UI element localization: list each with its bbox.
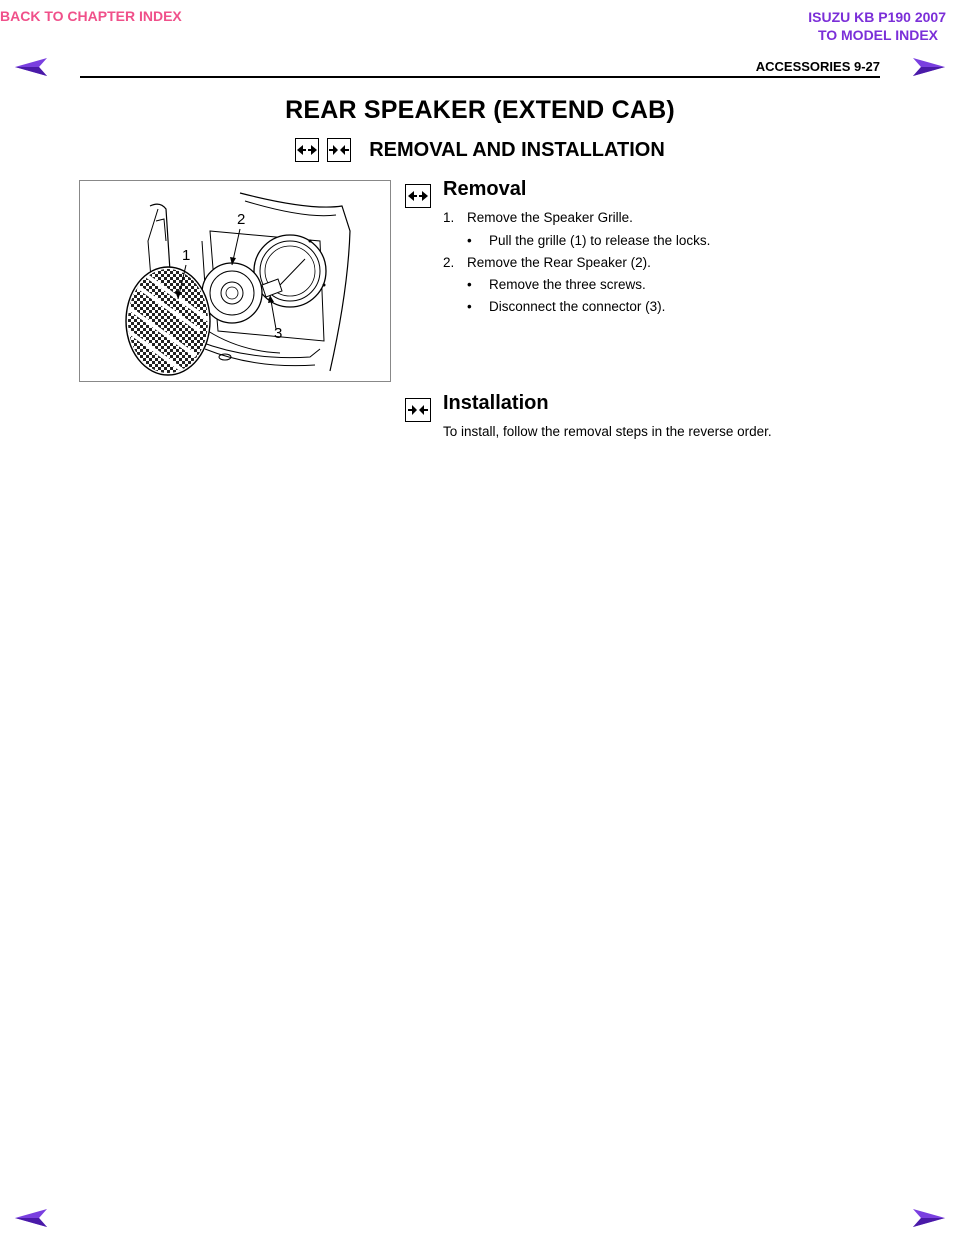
bullet-glyph: • (467, 299, 472, 314)
bullet-glyph: • (467, 277, 472, 292)
step-text: Remove the Speaker Grille. (467, 210, 633, 225)
removal-step-2 (443, 255, 651, 270)
bullet-text: Remove the three screws. (489, 277, 646, 292)
callout-2: 2 (237, 211, 246, 228)
bullet-glyph: • (467, 233, 472, 248)
installation-heading: Installation (443, 392, 549, 414)
removal-step-1 (443, 210, 633, 225)
header-divider (80, 76, 880, 78)
to-model-index-link[interactable]: TO MODEL INDEX (817, 27, 938, 43)
installation-arrows-icon (327, 138, 351, 162)
installation-section-arrows-icon (405, 398, 431, 422)
page-title: REAR SPEAKER (EXTEND CAB) (285, 96, 675, 124)
prev-page-left-arrow-icon[interactable] (14, 57, 48, 77)
callout-3: 3 (274, 325, 283, 342)
step-text: Remove the Rear Speaker (2). (467, 255, 651, 270)
bottom-next-page-right-arrow-icon[interactable] (912, 1208, 946, 1228)
removal-arrows-icon (295, 138, 319, 162)
removal-section-arrows-icon (405, 184, 431, 208)
back-to-chapter-index-link[interactable]: BACK TO CHAPTER INDEX (0, 8, 182, 24)
rear-speaker-illustration (79, 180, 391, 382)
bullet-text: Disconnect the connector (3). (489, 299, 666, 314)
step-number: 1. (443, 210, 455, 225)
removal-heading: Removal (443, 178, 527, 200)
subtitle-row (0, 138, 960, 162)
page-subtitle: REMOVAL AND INSTALLATION (369, 138, 665, 161)
model-index-block (808, 8, 946, 44)
model-title-link[interactable]: ISUZU KB P190 2007 (808, 9, 946, 25)
removal-step-2-bullet-2 (467, 299, 665, 314)
page-reference: ACCESSORIES 9-27 (755, 59, 880, 74)
next-page-right-arrow-icon[interactable] (912, 57, 946, 77)
callout-1: 1 (182, 247, 191, 264)
removal-step-1-bullet-1 (467, 233, 710, 248)
step-number: 2. (443, 255, 455, 270)
installation-text: To install, follow the removal steps in the reverse order. (443, 424, 772, 439)
bottom-prev-page-left-arrow-icon[interactable] (14, 1208, 48, 1228)
removal-step-2-bullet-1 (467, 277, 646, 292)
bullet-text: Pull the grille (1) to release the locks. (489, 233, 711, 248)
